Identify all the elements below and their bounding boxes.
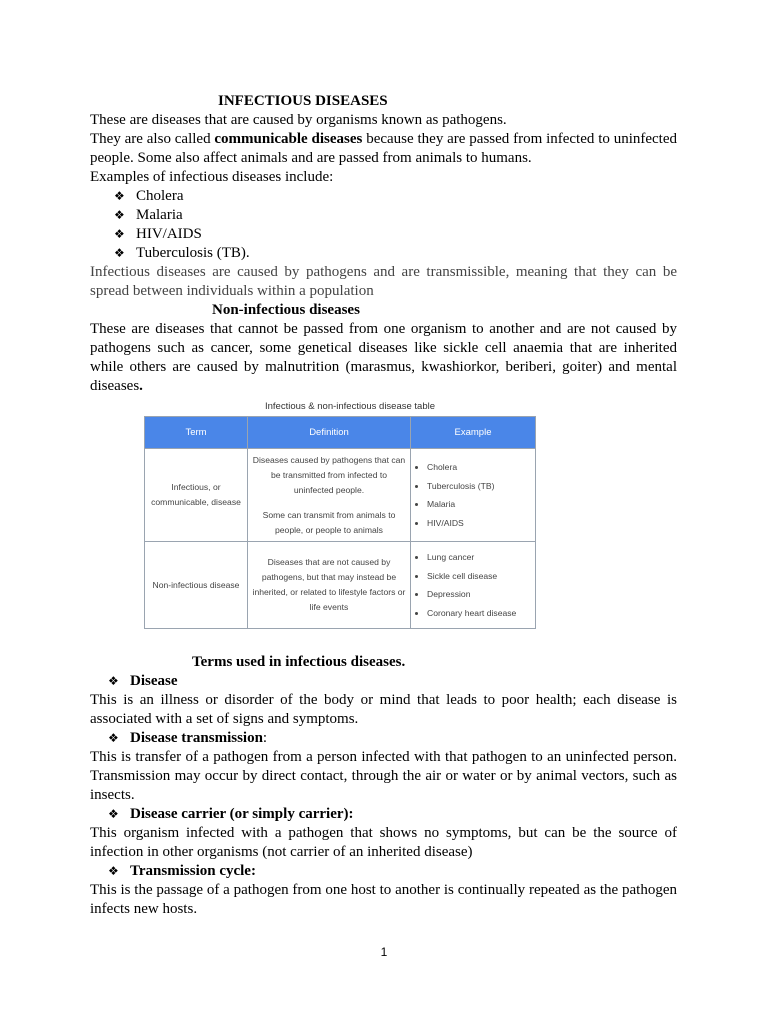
communicable-text-after: because they are passed from infected to uninfected people. Some also affect animals and are passed from animals to humans.: [90, 131, 677, 166]
table-header-example: Example: [411, 417, 536, 449]
table-cell-definition: Diseases caused by pathogens that can be transmitted from infected to uninfected people. Some can transmit from animals to people, or people to animals: [248, 449, 411, 542]
table-title: Infectious & non-infectious disease table: [264, 401, 436, 412]
table-row: [145, 449, 536, 542]
communicable-paragraph: [90, 130, 677, 168]
table-row: [145, 542, 536, 629]
term-body-disease: This is an illness or disorder of the body or mind that leads to poor health; each disease is associated with a set of signs and symptoms.: [90, 692, 677, 727]
list-item: ❖ HIV/AIDS: [114, 226, 202, 242]
table-header-row: [145, 417, 536, 449]
list-item: • Sickle cell disease: [427, 567, 534, 586]
summary-paragraph: Infectious diseases are caused by pathogens and are transmissible, meaning that they can be spread between individuals within a population: [90, 264, 677, 299]
terms-title: Terms used in infectious diseases.: [192, 654, 406, 670]
disease-table: [144, 416, 536, 629]
list-item: • Malaria: [427, 495, 534, 514]
term-heading-transmission-cycle: ❖ Transmission cycle:: [108, 863, 256, 879]
list-item: • Tuberculosis (TB): [427, 477, 534, 496]
page-title: INFECTIOUS DISEASES: [218, 93, 388, 109]
diamond-bullet-icon: ❖: [114, 227, 125, 241]
table-header-term: Term: [145, 417, 248, 449]
diamond-bullet-icon: ❖: [114, 208, 125, 222]
term-heading-carrier: ❖ Disease carrier (or simply carrier):: [108, 806, 354, 822]
list-item: • Depression: [427, 585, 534, 604]
table-cell-examples: [411, 449, 536, 542]
examples-list: [90, 187, 677, 263]
term-heading-disease: ❖ Disease: [108, 673, 178, 689]
examples-heading: Examples of infectious diseases include:: [90, 169, 334, 185]
non-infectious-paragraph: These are diseases that cannot be passed from one organism to another and are not caused by pathogens such as cancer, some genetical diseases like sickle cell anaemia that are inherited while others are caused by malnutrition (marasmus, kwashiorkor, beriberi, goiter) and mental diseases.: [90, 321, 677, 394]
list-item: ❖ Cholera: [114, 188, 184, 204]
list-item: • Cholera: [427, 458, 534, 477]
term-body-transmission-cycle: This is the passage of a pathogen from one host to another is continually repeated as the pathogen infects new hosts.: [90, 882, 677, 917]
list-item: ❖ Tuberculosis (TB).: [114, 245, 250, 261]
list-item: • Coronary heart disease: [427, 604, 534, 623]
diamond-bullet-icon: ❖: [114, 246, 125, 260]
communicable-text-before: They are also called: [90, 131, 215, 147]
page-number: 1: [380, 945, 388, 959]
list-item: ❖ Malaria: [114, 207, 183, 223]
diamond-bullet-icon: ❖: [108, 807, 119, 821]
term-heading-transmission: ❖ Disease transmission :: [108, 730, 268, 746]
diamond-bullet-icon: ❖: [108, 674, 119, 688]
non-infectious-title: Non-infectious diseases: [212, 302, 360, 318]
table-cell-term: Infectious, or communicable, disease: [145, 449, 248, 542]
table-header-definition: Definition: [248, 417, 411, 449]
diamond-bullet-icon: ❖: [108, 731, 119, 745]
document-page: [90, 92, 677, 919]
table-cell-examples: [411, 542, 536, 629]
list-item: • Lung cancer: [427, 548, 534, 567]
disease-table-figure: [144, 400, 536, 629]
term-body-carrier: This organism infected with a pathogen that shows no symptoms, but can be the source of infection in other organisms (not carrier of an inherited disease): [90, 825, 677, 860]
diamond-bullet-icon: ❖: [114, 189, 125, 203]
communicable-bold-term: communicable diseases: [214, 131, 363, 147]
term-body-transmission: This is transfer of a pathogen from a person infected with that pathogen to an uninfected person. Transmission may occur by direct contact, through the air or water or by animal vectors, such as insects.: [90, 749, 677, 803]
diamond-bullet-icon: ❖: [108, 864, 119, 878]
table-cell-definition: Diseases that are not caused by pathogens, but that may instead be inherited, or related to lifestyle factors or life events: [248, 542, 411, 629]
table-cell-term: Non-infectious disease: [145, 542, 248, 629]
list-item: • HIV/AIDS: [427, 514, 534, 533]
intro-paragraph: These are diseases that are caused by organisms known as pathogens.: [90, 112, 507, 128]
